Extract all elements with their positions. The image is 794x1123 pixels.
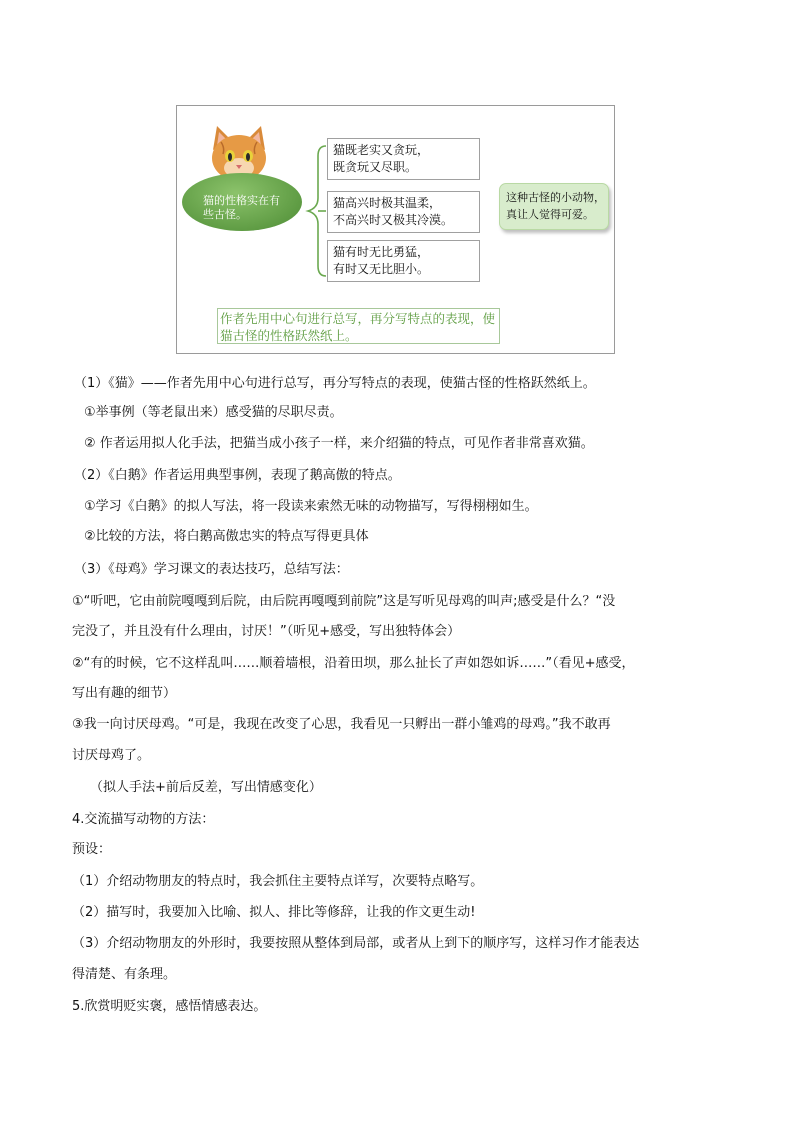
text-line-11: 写出有趣的细节）	[72, 686, 177, 701]
text-line-5: ①学习《白鹅》的拟人写法，将一段读来索然无味的动物描写，写得栩栩如生。	[84, 499, 538, 514]
text-line-15: 4.交流描写动物的方法：	[72, 812, 215, 827]
text-line-1: （1）《猫》——作者先用中心句进行总写，再分写特点的表现，使猫古怪的性格跃然纸上。	[74, 376, 596, 391]
text-line-3: ② 作者运用拟人化手法，把猫当成小孩子一样，来介绍猫的特点，可见作者非常喜欢猫。	[84, 436, 594, 451]
text-line-7: （3）《母鸡》学习课文的表达技巧，总结写法：	[74, 562, 349, 577]
trait-box-3: 猫有时无比勇猛， 有时又无比胆小。	[327, 240, 480, 282]
text-line-18: （2）描写时，我要加入比喻、拟人、排比等修辞，让我的作文更生动!	[72, 905, 476, 920]
trait-box-1: 猫既老实又贪玩， 既贪玩又尽职。	[327, 138, 480, 180]
text-line-17: （1）介绍动物朋友的特点时，我会抓住主要特点详写，次要特点略写。	[72, 874, 484, 889]
text-line-8: ①“听吧，它由前院嘎嘎到后院，由后院再嘎嘎到前院”这是写听见母鸡的叫声;感受是什么？“没	[72, 594, 616, 609]
text-line-16: 预设：	[72, 842, 112, 857]
writing-note: 作者先用中心句进行总写，再分写特点的表现，使猫古怪的性格跃然纸上。	[217, 308, 500, 344]
central-sentence: 猫的性格实在有 些古怪。	[203, 194, 280, 221]
text-line-21: 5.欣赏明贬实褒，感悟情感表达。	[72, 999, 267, 1014]
text-line-6: ②比较的方法，将白鹅高傲忠实的特点写得更具体	[84, 529, 369, 544]
text-line-4: （2）《白鹅》作者运用典型事例，表现了鹅高傲的特点。	[74, 468, 401, 483]
brace-connector	[300, 136, 330, 286]
text-line-13: 讨厌母鸡了。	[72, 748, 151, 763]
text-line-10: ②“有的时候，它不这样乱叫……顺着墙根，沿着田坝，那么扯长了声如怨如诉……”（看见+感受，	[72, 656, 635, 671]
text-line-14: （拟人手法+前后反差，写出情感变化）	[90, 780, 322, 795]
text-line-20: 得清楚、有条理。	[72, 967, 177, 982]
trait-box-2: 猫高兴时极其温柔， 不高兴时又极其冷漠。	[327, 191, 480, 233]
text-line-2: ①举事例（等老鼠出来）感受猫的尽职尽责。	[84, 405, 343, 420]
cat-character-diagram	[176, 105, 615, 354]
text-line-12: ③我一向讨厌母鸡。“可是，我现在改变了心思，我看见一只孵出一群小雏鸡的母鸡。”我不敢再	[72, 717, 611, 732]
text-line-9: 完没了，并且没有什么理由，讨厌！”（听见+感受，写出独特体会）	[72, 624, 461, 639]
summary-box: 这种古怪的小动物， 真让人觉得可爱。	[499, 183, 609, 230]
text-line-19: （3）介绍动物朋友的外形时，我要按照从整体到局部，或者从上到下的顺序写，这样习作才能表达	[72, 936, 640, 951]
